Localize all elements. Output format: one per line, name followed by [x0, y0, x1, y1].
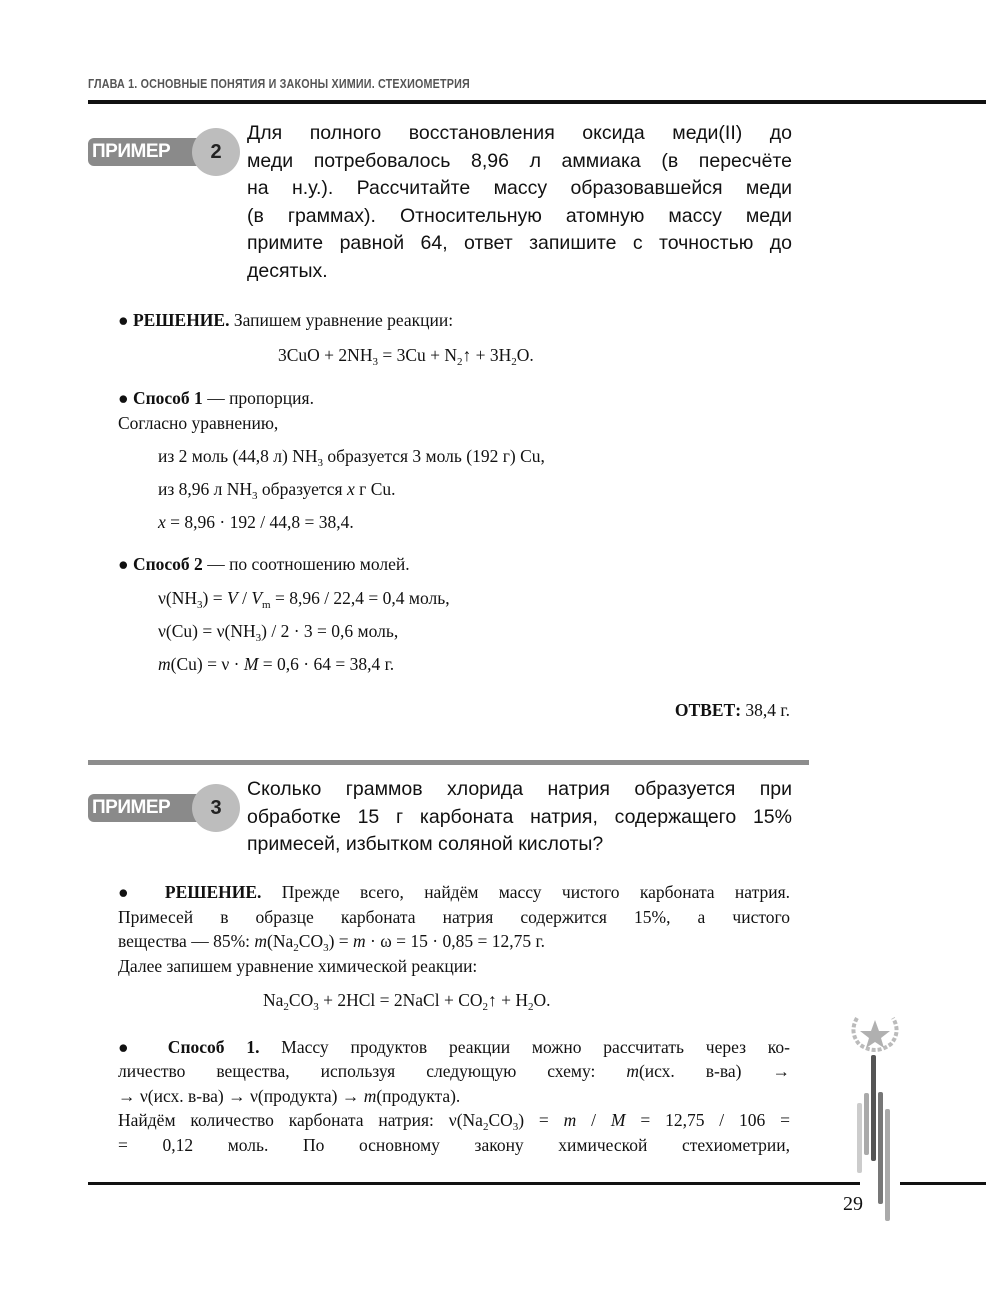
text: ) =	[518, 1110, 564, 1130]
text: = 0,12 моль. По основному закону химической стехиометрии,	[118, 1135, 790, 1155]
text: = 12,75 / 106 =	[625, 1110, 791, 1130]
text-line	[158, 588, 450, 609]
problem-line: меди потребовалось 8,96 л аммиака (в пересчёте	[247, 149, 792, 172]
text: ) =	[328, 931, 354, 951]
subscript: 3	[197, 599, 203, 611]
footer-rule	[900, 1182, 986, 1185]
subscript: 2	[528, 1001, 534, 1013]
problem-line: (в граммах). Относительную атомную массу меди	[247, 204, 792, 227]
text-line	[158, 621, 398, 642]
text: Запишем уравнение реакции:	[229, 310, 454, 330]
text: Массу продуктов реакции можно рассчитать через ко-	[259, 1037, 790, 1057]
italic-variable: M	[243, 654, 259, 674]
text: CO	[288, 990, 314, 1010]
text: (Cu) = ν ·	[170, 654, 244, 674]
problem-line: на н.у.). Рассчитайте массу образовавшейся меди	[247, 177, 792, 200]
problem-line: Для полного восстановления оксида меди(II) до	[247, 122, 792, 144]
problem-statement	[247, 776, 792, 859]
text: г Cu.	[354, 479, 396, 499]
italic-variable: m	[158, 654, 171, 674]
text-line	[118, 882, 790, 903]
italic-variable: x	[346, 479, 355, 499]
text-line	[158, 446, 545, 467]
header-rule	[88, 100, 986, 104]
text: Согласно уравнению,	[118, 413, 279, 433]
text: = 3Cu + N	[377, 345, 458, 365]
italic-variable: V	[251, 588, 263, 608]
subscript: m	[262, 599, 271, 611]
italic-variable: m	[353, 931, 366, 951]
text: личество вещества, используя следующую схему:	[118, 1061, 627, 1081]
text-line	[675, 700, 790, 721]
text-line	[158, 512, 354, 533]
text: образуется	[257, 479, 347, 499]
text: 38,4 г.	[741, 700, 790, 720]
text: → ν(исх. в-ва) → ν(продукта) →	[118, 1086, 364, 1106]
bold-text: ● Способ 2	[118, 554, 203, 574]
text: CO	[488, 1110, 513, 1130]
italic-variable: m	[626, 1061, 639, 1081]
text: Na	[263, 990, 284, 1010]
example-badge	[88, 784, 240, 830]
subscript: 2	[482, 1001, 488, 1013]
italic-variable: M	[610, 1110, 626, 1130]
text: — пропорция.	[202, 388, 314, 408]
subscript: 3	[255, 632, 262, 644]
text-line	[118, 1086, 460, 1107]
text-line	[118, 413, 278, 434]
example-badge	[88, 128, 240, 174]
subscript: 2	[482, 1121, 489, 1133]
text-line	[158, 479, 396, 500]
subscript: 3	[512, 1121, 519, 1133]
text: Найдём количество карбоната натрия: ν(Na	[118, 1110, 483, 1130]
text: образуется 3 моль (192 г) Cu,	[323, 446, 545, 466]
bold-text: ● Способ 1	[118, 388, 203, 408]
text: O.	[533, 990, 551, 1010]
problem-line: Сколько граммов хлорида натрия образуется при	[247, 778, 792, 800]
subscript: 3	[323, 942, 329, 954]
text: ) / 2 · 3 = 0,6 моль,	[261, 621, 399, 641]
text: /	[237, 588, 252, 608]
italic-variable: m	[254, 931, 268, 951]
text: · ω = 15 · 0,85 = 12,75 г.	[365, 931, 546, 951]
text: вещества — 85%:	[118, 931, 255, 951]
subscript: 3	[317, 457, 323, 469]
text: CO	[298, 931, 324, 951]
subscript: 3	[252, 490, 258, 502]
text: + 2HCl = 2NaCl + CO	[318, 990, 483, 1010]
text-line	[118, 956, 477, 977]
subscript: 2	[511, 356, 517, 368]
text: (Na	[267, 931, 294, 951]
text: (исх. в-ва) →	[638, 1061, 790, 1081]
problem-line: обработке 15 г карбоната натрия, содержащего 15%	[247, 805, 792, 828]
text: /	[576, 1110, 611, 1130]
text: = 0,6 · 64 = 38,4 г.	[258, 654, 395, 674]
text: ↑ + 3H	[462, 345, 512, 365]
text: из 8,96 л NH	[158, 479, 253, 499]
problem-statement	[247, 120, 792, 286]
text: Прежде всего, найдём массу чистого карбоната натрия.	[261, 882, 791, 902]
text: ν(NH	[158, 588, 198, 608]
text-line	[118, 931, 545, 952]
page-number: 29	[843, 1193, 863, 1215]
text: O.	[516, 345, 534, 365]
subscript: 3	[313, 1001, 319, 1013]
text: ν(Cu) = ν(NH	[158, 621, 256, 641]
example-label: ПРИМЕР	[88, 138, 208, 166]
italic-variable: m	[563, 1110, 577, 1130]
bold-text: ОТВЕТ:	[674, 700, 742, 720]
text-line	[118, 1135, 790, 1156]
subscript: 2	[293, 942, 299, 954]
text-line	[118, 1061, 790, 1082]
star-laurel-icon	[845, 1010, 905, 1055]
text-line	[278, 345, 534, 366]
text: Примесей в образце карбоната натрия содержится 15%, а чистого	[118, 907, 790, 927]
italic-variable: m	[363, 1086, 377, 1106]
text-line	[263, 990, 551, 1011]
running-header: ГЛАВА 1. ОСНОВНЫЕ ПОНЯТИЯ И ЗАКОНЫ ХИМИИ. СТЕХИОМЕТРИЯ	[88, 77, 470, 91]
section-divider	[88, 760, 809, 765]
example-number: 3	[192, 784, 240, 832]
text: 3CuO + 2NH	[278, 345, 373, 365]
text: = 8,96 / 22,4 = 0,4 моль,	[270, 588, 450, 608]
text-line	[158, 654, 394, 675]
text-line	[118, 1037, 790, 1058]
text: из 2 моль (44,8 л) NH	[158, 446, 318, 466]
text-line	[118, 1110, 790, 1131]
text-line	[118, 554, 410, 575]
bold-text: ● РЕШЕНИЕ.	[118, 310, 230, 330]
decorative-emblem	[845, 1010, 905, 1220]
text: ) =	[202, 588, 227, 608]
example-label: ПРИМЕР	[88, 794, 208, 822]
text-line	[118, 388, 314, 409]
problem-line: десятых.	[247, 259, 328, 282]
text: — по соотношению молей.	[202, 554, 410, 574]
subscript: 2	[457, 356, 463, 368]
text: ↑ + H	[488, 990, 529, 1010]
subscript: 2	[283, 1001, 289, 1013]
italic-variable: x	[158, 512, 166, 532]
text-line	[118, 310, 453, 331]
bold-text: ● РЕШЕНИЕ.	[118, 882, 262, 902]
problem-line: примите равной 64, ответ запишите с точностью до	[247, 232, 792, 255]
text: (продукта).	[376, 1086, 461, 1106]
example-number: 2	[192, 128, 240, 176]
text: Далее запишем уравнение химической реакции:	[118, 956, 478, 976]
bold-text: ● Способ 1.	[118, 1037, 260, 1057]
text-line	[118, 907, 790, 928]
problem-line: примесей, избытком соляной кислоты?	[247, 833, 604, 856]
subscript: 3	[372, 356, 378, 368]
footer-rule	[88, 1182, 860, 1185]
italic-variable: V	[226, 588, 238, 608]
text: = 8,96 · 192 / 44,8 = 38,4.	[165, 512, 354, 532]
